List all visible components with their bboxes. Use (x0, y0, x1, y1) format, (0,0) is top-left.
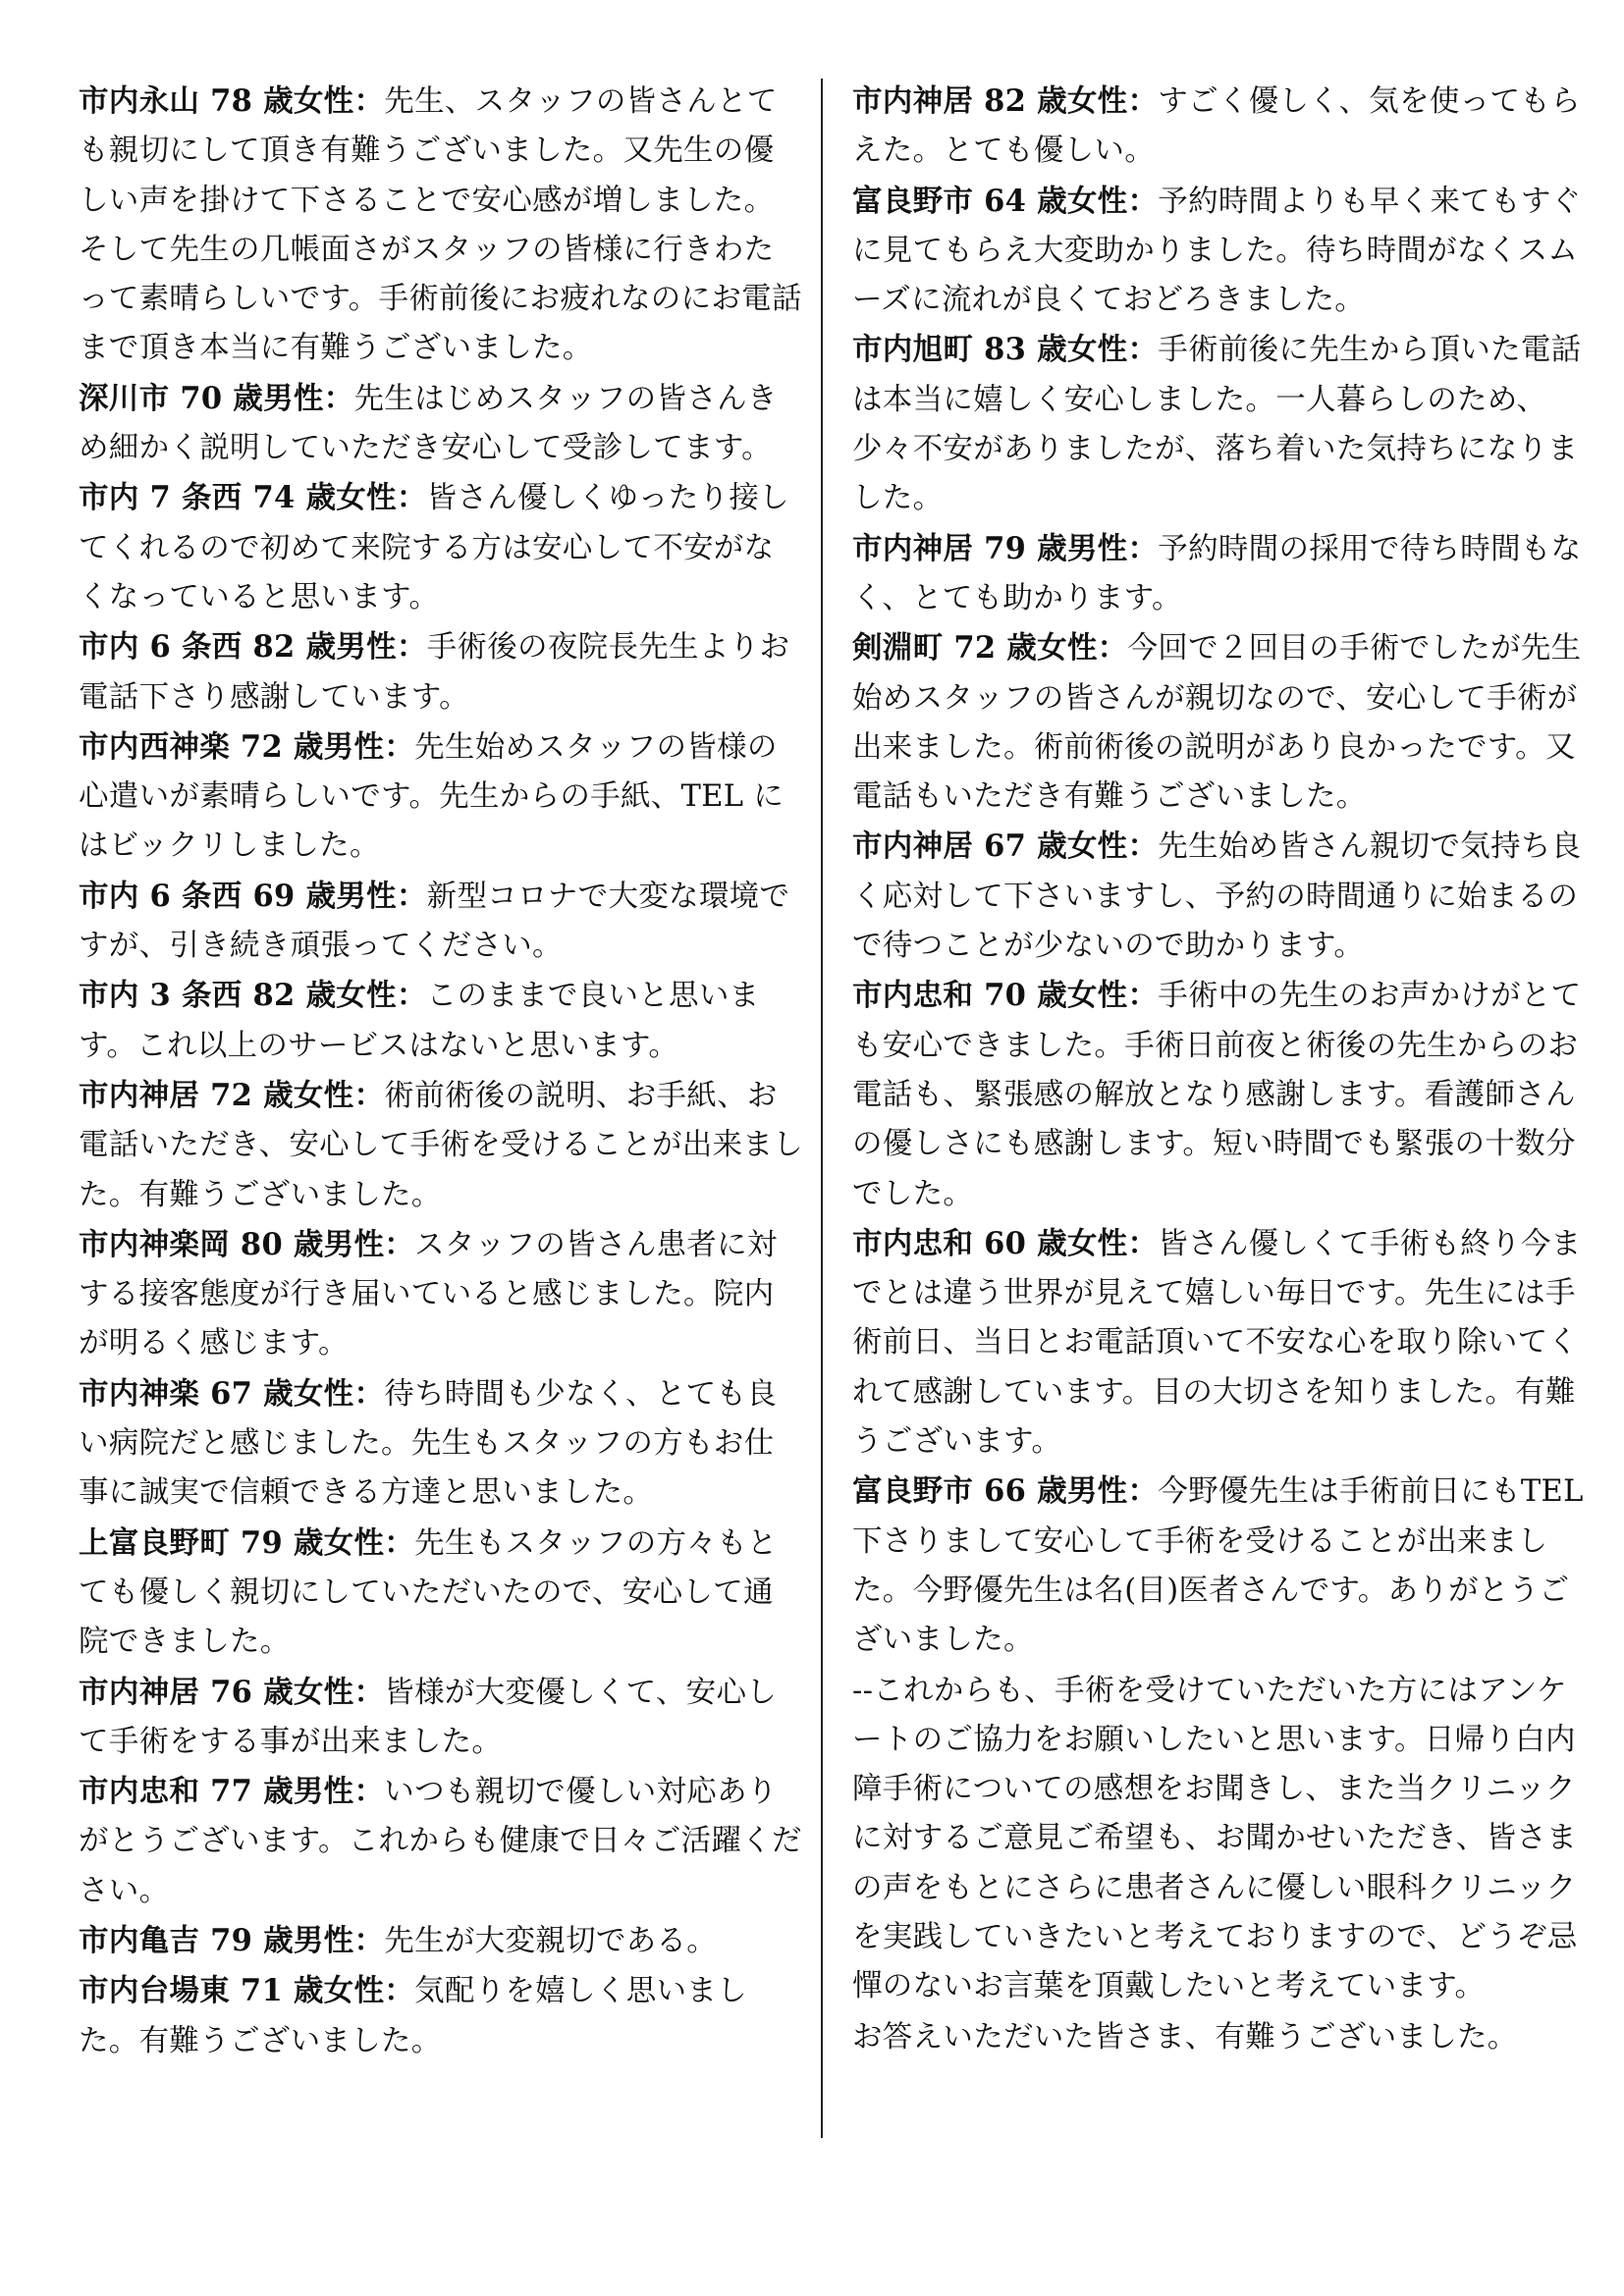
respondent-label: 深川市 70 歳男性： (79, 380, 354, 416)
comment-entry (852, 623, 1584, 822)
comment-text: 手術後の夜院長先生よりお電話下さり感謝しています。 (79, 630, 790, 715)
respondent-label: 市内台場東 71 歳女性： (79, 1973, 415, 2009)
comment-text: 皆さん優しくて手術も終り今までとは違う世界が見えて嬉しい毎日です。先生には手術前日、当日とお電話頂いて不安な心を取り除いてくれて感謝しています。目の大切さを知りました。有難うございます。 (852, 1226, 1582, 1460)
respondent-label: 市内神居 82 歳女性： (852, 83, 1159, 119)
comment-entry (79, 622, 803, 722)
comment-entry (79, 1767, 803, 1916)
comment-text: 術前術後の説明、お手紙、お電話いただき、安心して手術を受けることが出来ました。有難うございました。 (79, 1078, 803, 1212)
comment-entry (79, 872, 803, 972)
respondent-label: 市内旭町 83 歳女性： (852, 332, 1159, 368)
comment-entry (79, 1519, 803, 1668)
comment-text: このままで良いと思います。これ以上のサービスはないと思います。 (79, 979, 760, 1063)
comment-text: 気配りを嬉しく思いました。有難うございました。 (79, 1974, 747, 2058)
comment-entry (852, 1219, 1584, 1467)
respondent-label: 市内忠和 77 歳男性： (79, 1774, 385, 1810)
respondent-label: 市内 3 条西 82 歳女性： (79, 978, 427, 1014)
comment-entry (852, 2012, 1584, 2062)
comment-text: 予約時間の採用で待ち時間もなく、とても助かります。 (852, 531, 1582, 615)
comment-text: すごく優しく、気を使ってもらえた。とても優しい。 (852, 84, 1581, 169)
respondent-label: 上富良野町 79 歳女性： (79, 1524, 415, 1561)
comment-entry (79, 374, 803, 474)
respondent-label: 富良野市 66 歳男性： (852, 1473, 1159, 1510)
comment-entry (79, 77, 803, 374)
respondent-label: 市内忠和 60 歳女性： (852, 1225, 1159, 1261)
respondent-label: 市内 6 条西 69 歳男性： (79, 878, 427, 914)
comment-text: お答えいただいた皆さま、有難うございました。 (852, 2019, 1518, 2055)
comment-text: 皆さん優しくゆったり接してくれるので初めて来院する方は安心して不安がなくなっていると思います。 (79, 481, 789, 614)
comment-entry (852, 822, 1584, 971)
comment-text: スタッフの皆さん患者に対する接客態度が行き届いていると感じました。院内が明るく感じます。 (79, 1227, 778, 1362)
respondent-label: 市内神楽 67 歳女性： (79, 1375, 385, 1412)
comment-entry (852, 77, 1584, 177)
comment-text: 新型コロナで大変な環境ですが、引き続き頑張ってください。 (79, 879, 790, 964)
comment-entry (79, 1369, 803, 1519)
comment-text: 先生始めスタッフの皆様の心遣いが素晴らしいです。先生からの手紙、TEL にはビックリしました。 (79, 729, 785, 864)
respondent-label: 市内神居 79 歳男性： (852, 530, 1159, 566)
right-column (852, 77, 1584, 2062)
comment-text: 先生もスタッフの方々もとても優しく親切にしていただいたので、安心して通院できました。 (79, 1525, 778, 1660)
comment-text: 手術前後に先生から頂いた電話は本当に嬉しく安心しました。一人暮らしのため、少々不安がありましたが、落ち着いた気持ちになりました。 (852, 333, 1582, 516)
left-column (79, 77, 803, 2066)
comment-entry (852, 1666, 1584, 2012)
comment-entry (79, 1220, 803, 1369)
comment-entry (852, 971, 1584, 1218)
comment-text: --これからも、手術を受けていただいた方にはアンケートのご協力をお願いしたいと思います。日帰り白内障手術についての感想をお聞きし、また当クリニックに対するご意見ご希望も、お聞かせいただき、皆さまの声をもとにさらに患者さんに優しい眼科クリニックを実践していきたいと考えておりますので、どうぞ忌憚のないお言葉を頂戴したいと考えています。 (852, 1673, 1578, 2004)
respondent-label: 市内亀吉 79 歳男性： (79, 1922, 385, 1958)
comment-text: 先生始め皆さん親切で気持ち良く応対して下さいますし、予約の時間通りに始まるので待つことが少ないので助かります。 (852, 829, 1582, 964)
comment-entry (79, 473, 803, 622)
comment-text: 先生はじめスタッフの皆さんきめ細かく説明していただき安心して受診してます。 (79, 381, 778, 466)
comment-text: いつも親切で優しい対応ありがとうございます。これからも健康で日々ご活躍ください。 (79, 1775, 802, 1908)
comment-entry (852, 177, 1584, 326)
respondent-label: 市内永山 78 歳女性： (79, 83, 385, 119)
respondent-label: 市内 6 条西 82 歳男性： (79, 629, 427, 666)
comment-text: 皆様が大変優しくて、安心して手術をする事が出来ました。 (79, 1675, 778, 1759)
comment-text: 予約時間よりも早く来てもすぐに見てもらえ大変助かりました。待ち時間がなくスムーズに流れが良くておどろきました。 (852, 184, 1582, 318)
comment-entry (852, 325, 1584, 523)
comment-entry (79, 1071, 803, 1220)
comment-text: 今野優先生は手術前日にもTEL 下さりまして安心して手術を受けることが出来ました。今野優先生は名(目)医者さんです。ありがとうございました。 (852, 1474, 1584, 1658)
comment-entry (79, 1916, 803, 1966)
comment-entry (79, 1668, 803, 1768)
comment-text: 手術中の先生のお声かけがとても安心できました。手術日前夜と術後の先生からのお電話も、緊張感の解放となり感謝します。看護師さんの優しさにも感謝します。短い時間でも緊張の十数分でした。 (852, 979, 1582, 1211)
comment-text: 先生、スタッフの皆さんとても親切にして頂き有難うございました。又先生の優しい声を掛けて下さることで安心感が増しました。そして先生の几帳面さがスタッフの皆様に行きわたって素晴らしいです。手術前後にお疲れなのにお電話まで頂き本当に有難うございました。 (79, 84, 802, 366)
respondent-label: 市内神居 72 歳女性： (79, 1077, 385, 1113)
comment-text: 今回で２回目の手術でしたが先生始めスタッフの皆さんが親切なので、安心して手術が出来ました。術前術後の説明があり良かったです。又電話もいただき有難うございました。 (852, 631, 1582, 815)
respondent-label: 市内 7 条西 74 歳女性： (79, 480, 427, 516)
comment-entry (852, 1467, 1584, 1665)
comment-text: 待ち時間も少なく、とても良い病院だと感じました。先生もスタッフの方もお仕事に誠実で信頼できる方達と思いました。 (79, 1376, 778, 1511)
comment-entry (79, 971, 803, 1071)
respondent-label: 市内神居 76 歳女性： (79, 1674, 385, 1710)
respondent-label: 市内忠和 70 歳女性： (852, 978, 1159, 1014)
respondent-label: 市内神楽岡 80 歳男性： (79, 1226, 415, 1262)
comment-entry (852, 524, 1584, 624)
comment-text: 先生が大変親切である。 (384, 1923, 718, 1958)
column-divider (821, 79, 823, 2138)
respondent-label: 市内西神楽 72 歳男性： (79, 728, 415, 765)
respondent-label: 剣淵町 72 歳女性： (852, 630, 1128, 667)
respondent-label: 富良野市 64 歳女性： (852, 183, 1159, 219)
respondent-label: 市内神居 67 歳女性： (852, 828, 1159, 865)
comment-entry (79, 722, 803, 872)
comment-entry (79, 1966, 803, 2066)
